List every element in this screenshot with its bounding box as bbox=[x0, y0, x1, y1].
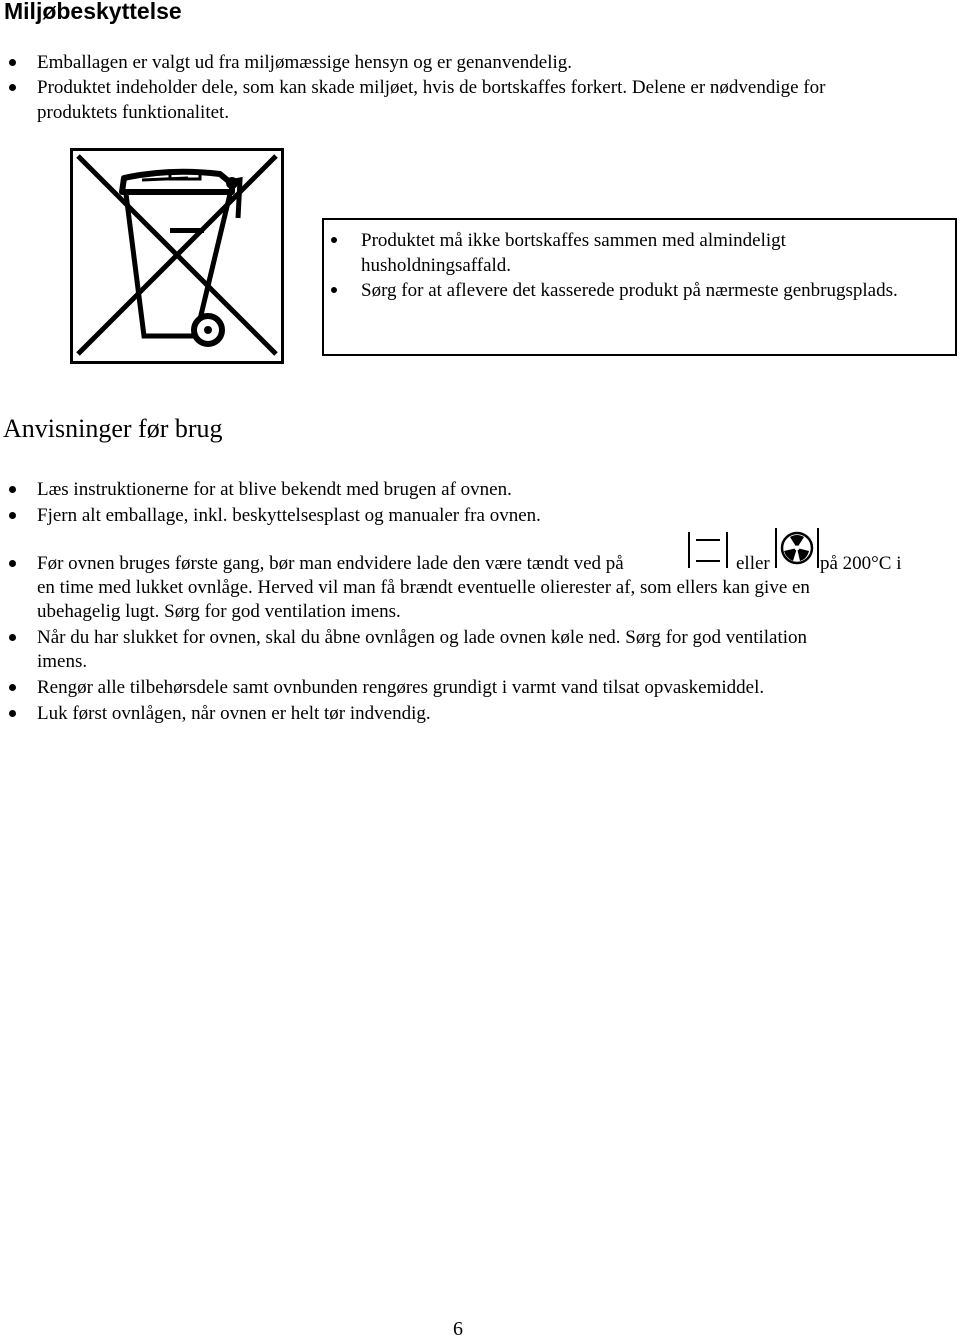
list-item-continuation: ubehagelig lugt. Sørg for god ventilation imens. bbox=[37, 601, 401, 622]
list-item: Læs instruktionerne for at blive bekendt med brugen af ovnen. bbox=[37, 479, 512, 500]
list-item-inline-text: på 200°C i bbox=[820, 553, 902, 574]
bullet-icon bbox=[9, 59, 16, 66]
disposal-notice-item-continuation: husholdningsaffald. bbox=[361, 255, 512, 276]
fan-icon bbox=[774, 526, 820, 570]
section-title-before-use: Anvisninger før brug bbox=[3, 414, 223, 443]
list-item-continuation: produktets funktionalitet. bbox=[37, 102, 230, 123]
bullet-icon bbox=[331, 287, 337, 293]
list-item: Emballagen er valgt ud fra miljømæssige hensyn og er genanvendelig. bbox=[37, 52, 573, 73]
bullet-icon bbox=[9, 684, 16, 691]
list-item-continuation: en time med lukket ovnlåge. Herved vil man få brændt eventuelle olierester af, som ellers kan give en bbox=[37, 577, 810, 598]
list-item: Luk først ovnlågen, når ovnen er helt tør indvendig. bbox=[37, 703, 431, 724]
bullet-icon bbox=[9, 710, 16, 717]
bullet-icon bbox=[9, 560, 16, 567]
section-title-environment: Miljøbeskyttelse bbox=[4, 0, 182, 24]
bullet-icon bbox=[9, 512, 16, 519]
top-bottom-heat-icon bbox=[687, 530, 729, 570]
disposal-notice-item: Sørg for at aflevere det kasserede produkt på nærmeste genbrugsplads. bbox=[361, 280, 898, 301]
disposal-notice-item: Produktet må ikke bortskaffes sammen med almindeligt bbox=[361, 230, 786, 251]
list-item-inline-text: eller bbox=[736, 553, 770, 574]
list-item: Når du har slukket for ovnen, skal du åbne ovnlågen og lade ovnen køle ned. Sørg for god ventilation bbox=[37, 627, 808, 648]
bullet-icon bbox=[9, 486, 16, 493]
crossed-out-wheelie-bin-icon bbox=[70, 148, 284, 364]
bullet-icon bbox=[9, 84, 16, 91]
page-number: 6 bbox=[453, 1318, 463, 1340]
list-item: Rengør alle tilbehørsdele samt ovnbunden rengøres grundigt i varmt vand tilsat opvaskemiddel. bbox=[37, 677, 765, 698]
bullet-icon bbox=[331, 237, 337, 243]
list-item: Før ovnen bruges første gang, bør man endvidere lade den være tændt ved på bbox=[37, 553, 624, 574]
list-item: Fjern alt emballage, inkl. beskyttelsesplast og manualer fra ovnen. bbox=[37, 505, 541, 526]
list-item-continuation: imens. bbox=[37, 651, 88, 672]
bullet-icon bbox=[9, 634, 16, 641]
list-item: Produktet indeholder dele, som kan skade miljøet, hvis de bortskaffes forkert. Delene er nødvendige for bbox=[37, 77, 826, 98]
